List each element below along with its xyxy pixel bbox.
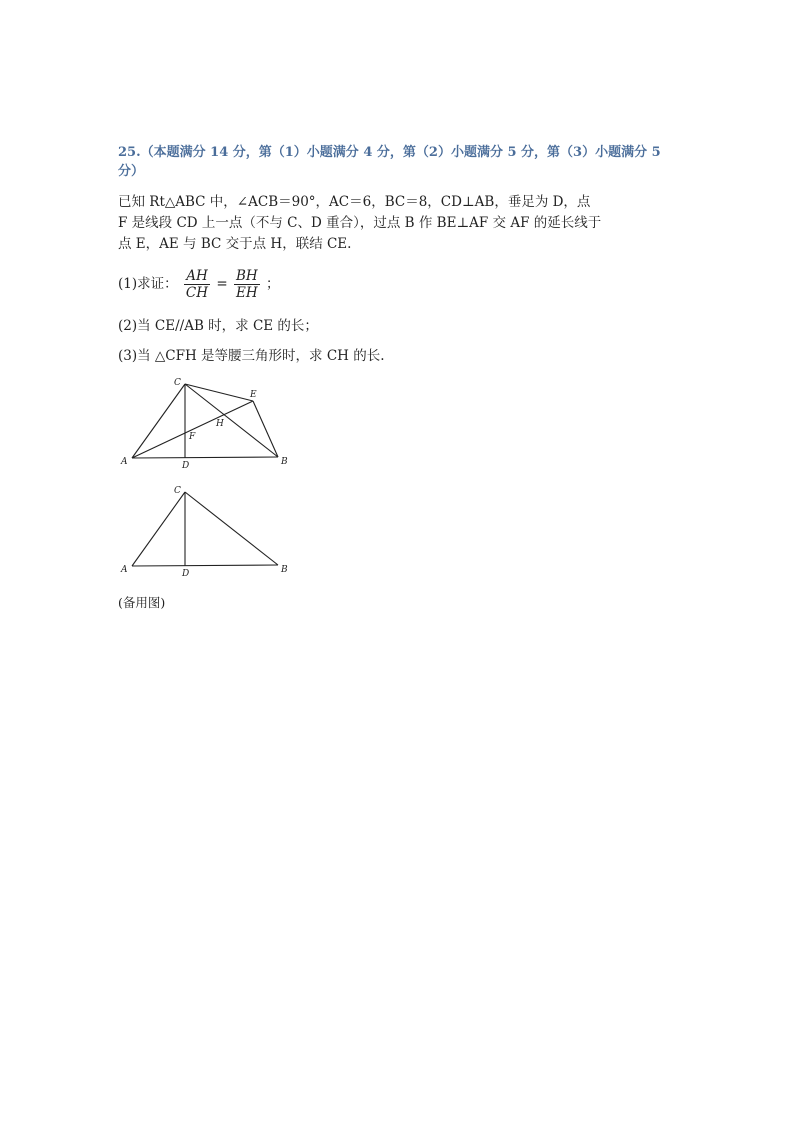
segment-ae: [132, 401, 253, 458]
part-2: (2)当 CE//AB 时，求 CE 的长；: [118, 318, 318, 334]
label-f: F: [189, 432, 196, 442]
geometry-figure-backup: [112, 482, 302, 578]
label-c: C: [174, 378, 181, 388]
backup-figure-caption: (备用图): [118, 595, 166, 610]
fraction-denominator: EH: [235, 285, 258, 301]
label-e: E: [250, 390, 257, 400]
problem-line-3: 点 E，AE 与 BC 交于点 H，联结 CE.: [118, 236, 352, 252]
label-d: D: [182, 461, 190, 470]
fraction-numerator: BH: [235, 268, 258, 284]
fraction-ah-ch: [184, 268, 210, 301]
label-d: D: [182, 569, 190, 578]
segment-cb: [185, 384, 278, 457]
problem-line-1: 已知 Rt△ABC 中，∠ACB＝90°，AC＝6，BC＝8，CD⊥AB，垂足为 D，点: [118, 194, 591, 210]
problem-line-2: F 是线段 CD 上一点（不与 C、D 重合），过点 B 作 BE⊥AF 交 AF 的延长线于: [118, 215, 602, 231]
segment-ac: [132, 492, 185, 566]
fraction-bh-eh: [234, 268, 260, 301]
label-c: C: [174, 486, 181, 496]
problem-statement: [118, 192, 678, 255]
label-b: B: [281, 457, 288, 467]
part-1-suffix: ；: [265, 276, 280, 292]
part-3: (3)当 △CFH 是等腰三角形时，求 CH 的长.: [118, 348, 385, 364]
fraction-numerator: AH: [184, 268, 210, 285]
fraction-denominator: CH: [185, 285, 209, 301]
label-a: A: [121, 457, 128, 467]
label-h: H: [216, 419, 224, 429]
part-1-prefix: (1)求证：: [118, 276, 178, 292]
label-b: B: [281, 565, 288, 575]
label-a: A: [121, 565, 128, 575]
segment-ac: [132, 384, 185, 458]
question-header: 25.（本题满分 14 分，第（1）小题满分 4 分，第（2）小题满分 5 分，第（3）小题满分 5 分）: [118, 145, 661, 179]
segment-be: [253, 401, 278, 457]
segment-cb: [185, 492, 278, 565]
segment-ab: [132, 565, 278, 566]
equals-sign: =: [216, 276, 228, 292]
geometry-figure-main: [112, 374, 302, 470]
segment-ab: [132, 457, 278, 458]
part-1: [118, 268, 279, 304]
